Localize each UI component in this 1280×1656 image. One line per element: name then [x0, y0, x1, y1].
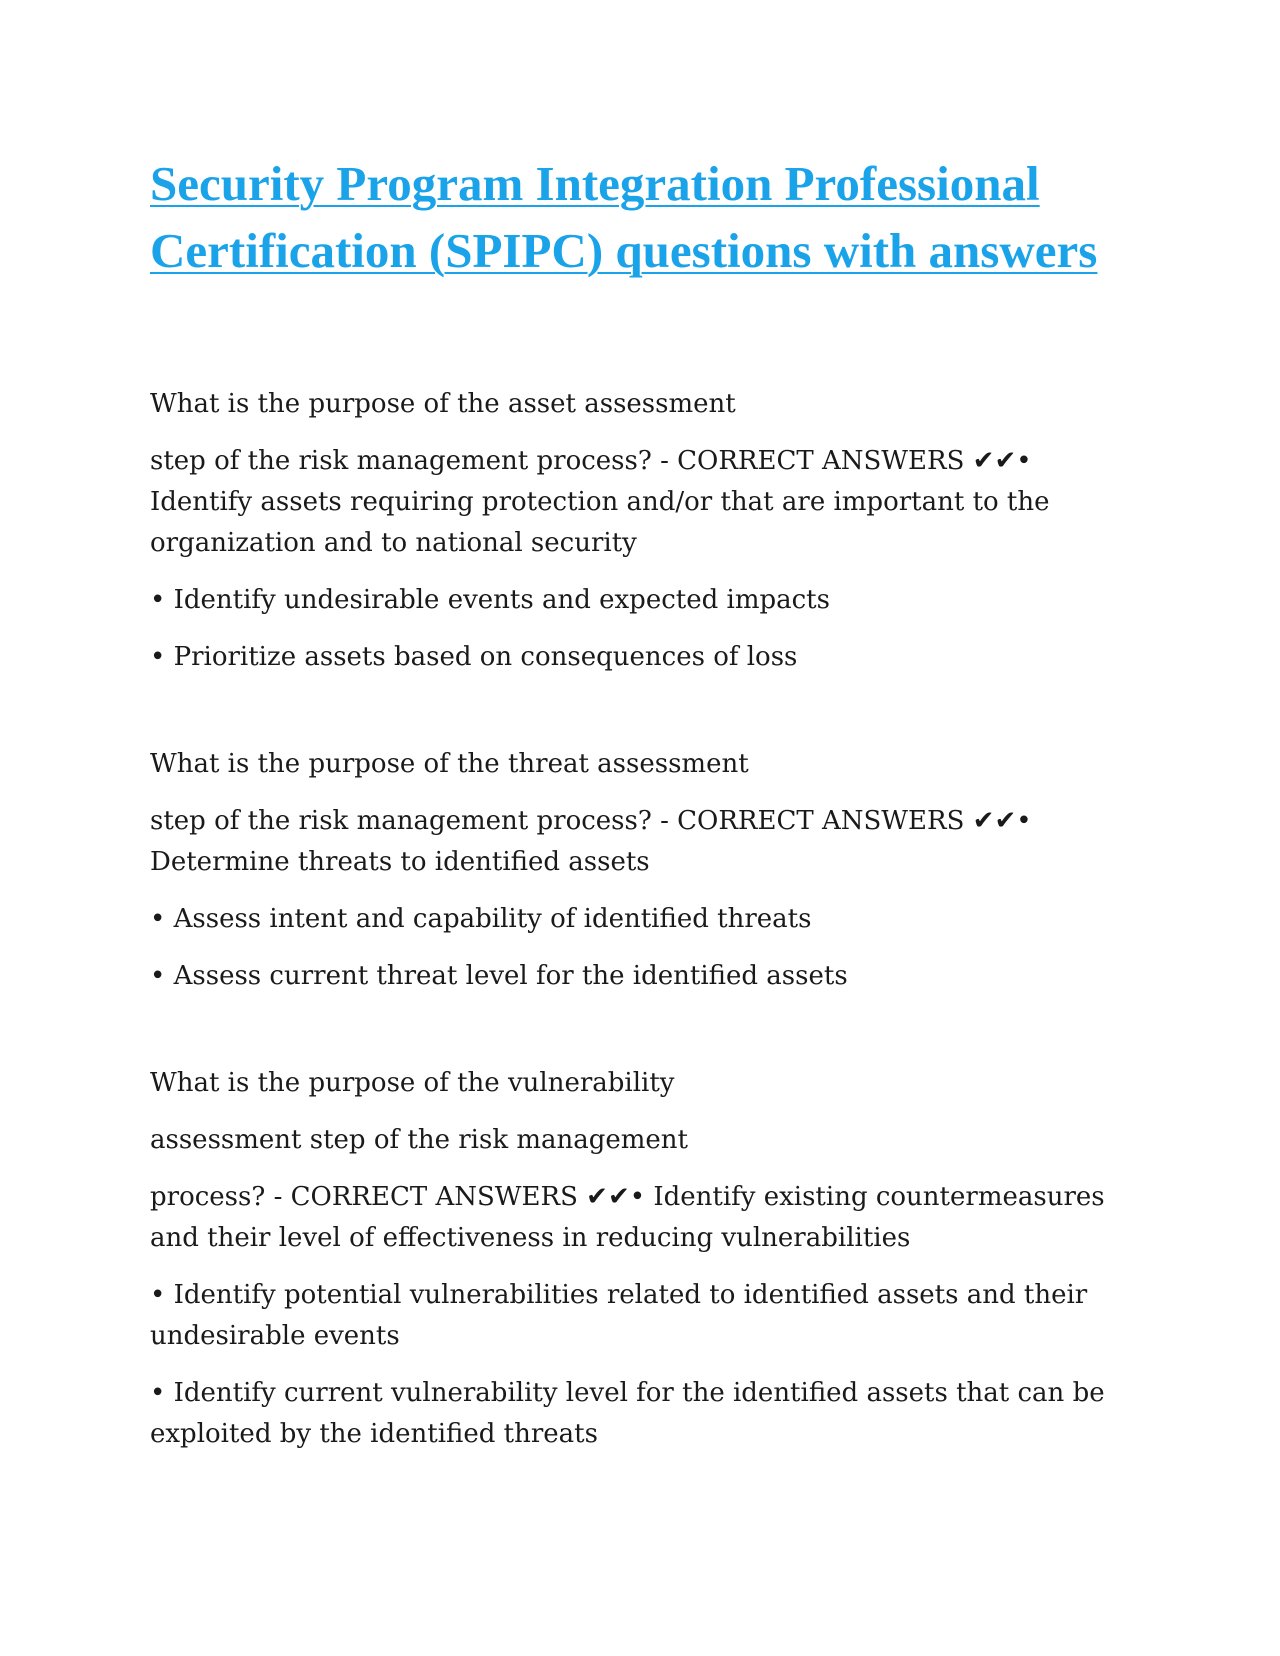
question-text: What is the purpose of the vulnerability [150, 1068, 675, 1098]
answer-bullet: • Identify potential vulnerabilities related to identified assets and their undesirable events [150, 1280, 1088, 1351]
question-text: What is the purpose of the threat assessment [150, 749, 749, 779]
answer-text: • Identify existing countermeasures and their level of effectiveness in reducing vulnerabilities [150, 1182, 1105, 1253]
answer-lead: process? - CORRECT ANSWERS [150, 1182, 587, 1212]
title-line-2: Certification (SPIPC) questions with answers [150, 223, 1098, 278]
answer-text: • Determine threats to identified assets [150, 806, 1032, 877]
title-link[interactable] [150, 150, 1140, 284]
qa-block-1 [150, 384, 1140, 678]
answer-bullet: • Assess current threat level for the identified assets [150, 961, 848, 991]
answer-lead: step of the risk management process? - CORRECT ANSWERS [150, 446, 973, 476]
check-mark-icon: ✔✔ [586, 1182, 630, 1212]
check-mark-icon: ✔✔ [972, 446, 1017, 476]
answer-paragraph [150, 1177, 1140, 1259]
answer-bullet: • Assess intent and capability of identified threats [150, 904, 812, 934]
question-text-continued: assessment step of the risk management [150, 1125, 689, 1155]
qa-block-3 [150, 1063, 1140, 1455]
question-text: What is the purpose of the asset assessment [150, 389, 736, 419]
answer-paragraph [150, 441, 1140, 564]
document-title[interactable] [150, 150, 1140, 284]
answer-paragraph [150, 801, 1140, 883]
answer-bullet: • Prioritize assets based on consequences of loss [150, 642, 798, 672]
answer-bullet: • Identify undesirable events and expected impacts [150, 585, 830, 615]
answer-lead: step of the risk management process? - CORRECT ANSWERS [150, 806, 973, 836]
check-mark-icon: ✔✔ [972, 806, 1017, 836]
answer-text: • Identify assets requiring protection and/or that are important to the organization and to national security [150, 446, 1050, 558]
document-page [150, 150, 1140, 1455]
qa-block-2 [150, 744, 1140, 997]
answer-bullet: • Identify current vulnerability level for the identified assets that can be exploited by the identified threats [150, 1378, 1105, 1449]
title-line-1: Security Program Integration Professional [150, 156, 1040, 211]
